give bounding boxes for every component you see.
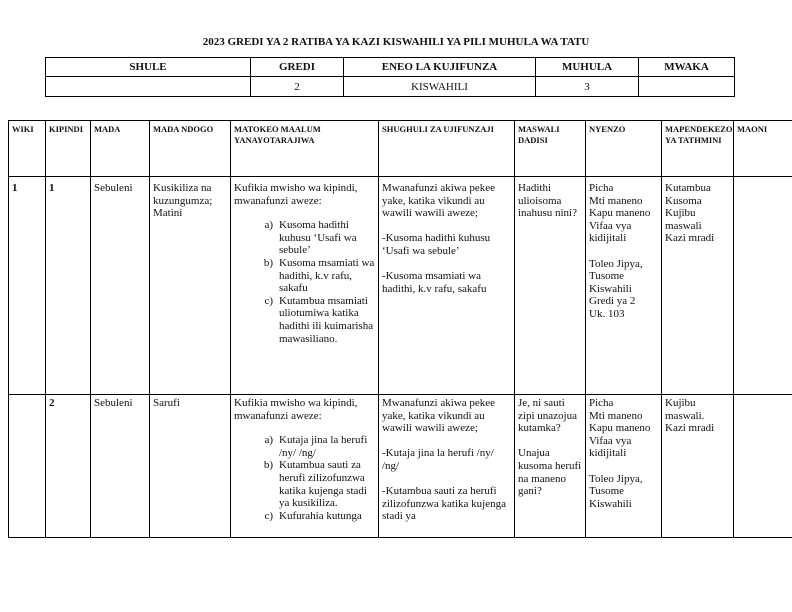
cell-shughuli: Mwanafunzi akiwa pekee yake, katika vikundi au wawili wawili aweze; -Kusoma hadithi kuhusu ‘Usafi wa sebule’ -Kusoma msamiati wa hadithi, k.v rafu, sakafu [379,177,515,395]
item-label: a) [264,434,273,447]
header-shughuli: SHUGHULI ZA UJIFUNZAJI [379,121,515,177]
cell-matokeo [231,177,379,395]
info-table [45,57,735,97]
cell-nyenzo: Picha Mti maneno Kapu maneno Vifaa vya kidijitali Toleo Jipya, Tusome Kiswahili Gredi ya 2 Uk. 103 [586,177,662,395]
scheme-of-work-table [8,120,792,538]
cell-kipindi: 2 [46,395,91,538]
header-gredi: GREDI [251,58,344,77]
header-mada: MADA [91,121,150,177]
table-row [9,395,792,538]
cell-mada: Sebuleni [91,177,150,395]
header-shule: SHULE [46,58,251,77]
table-row [9,177,792,395]
header-mwaka: MWAKA [639,58,735,77]
item-label: c) [264,294,273,307]
list-item [234,459,375,509]
cell-wiki [9,395,46,538]
info-value-row [46,77,735,97]
matokeo-list [234,434,375,522]
matokeo-intro: Kufikia mwisho wa kipindi, mwanafunzi aweze: [234,397,358,422]
info-header-row [46,58,735,77]
value-mwaka [639,77,735,97]
item-text: Kusoma msamiati wa hadithi, k.v rafu, sakafu [279,256,375,295]
value-muhula: 3 [536,77,639,97]
item-text: Kusoma hadithi kuhusu ‘Usafi wa sebule’ [279,219,357,257]
item-label: b) [263,256,273,269]
header-matokeo: MATOKEO MAALUM YANAYOTARAJIWA [231,121,379,177]
item-text: Kutambua msamiati uliotumiwa katika hadithi ili kuimarisha mawasiliano. [279,294,374,345]
cell-tathmini: Kutambua Kusoma Kujibu maswali Kazi mradi [662,177,734,395]
header-kipindi: KIPINDI [46,121,91,177]
cell-kipindi: 1 [46,177,91,395]
item-text: Kutambua sauti za herufi zilizofunzwa katika kujenga stadi ya kusikiliza. [279,459,367,510]
header-wiki: WIKI [9,121,46,177]
value-shule [46,77,251,97]
list-item [234,510,375,523]
item-label: c) [264,509,273,522]
item-label: a) [264,219,273,232]
cell-maswali: Je, ni sauti zipi unazojua kutamka? Unajua kusoma herufi na maneno gani? [515,395,586,538]
header-eneo: ENEO LA KUJIFUNZA [344,58,536,77]
header-muhula: MUHULA [536,58,639,77]
value-eneo: KISWAHILI [344,77,536,97]
cell-nyenzo: Picha Mti maneno Kapu maneno Vifaa vya kidijitali Toleo Jipya, Tusome Kiswahili [586,395,662,538]
list-item [234,434,375,459]
cell-maswali: Hadithi ulioisoma inahusu nini? [515,177,586,395]
cell-tathmini: Kujibu maswali. Kazi mradi [662,395,734,538]
list-item [234,295,375,345]
cell-maoni [734,177,792,395]
item-text: Kutaja jina la herufi /ny/ /ng/ [279,434,368,459]
header-tathmini: MAPENDEKEZO YA TATHMINI [662,121,734,177]
cell-maoni [734,395,792,538]
header-nyenzo: NYENZO [586,121,662,177]
cell-matokeo [231,395,379,538]
list-item [234,257,375,295]
scheme-header-row [9,121,792,177]
cell-mada-ndogo: Sarufi [150,395,231,538]
cell-mada: Sebuleni [91,395,150,538]
matokeo-intro: Kufikia mwisho wa kipindi, mwanafunzi aweze: [234,182,358,207]
header-mada-ndogo: MADA NDOGO [150,121,231,177]
header-maswali: MASWALI DADISI [515,121,586,177]
document-title: 2023 GREDI YA 2 RATIBA YA KAZI KISWAHILI YA PILI MUHULA WA TATU [202,36,590,48]
item-label: b) [263,459,273,472]
cell-mada-ndogo: Kusikiliza na kuzungumza; Matini [150,177,231,395]
cell-wiki: 1 [9,177,46,395]
matokeo-list [234,219,375,345]
cell-shughuli: Mwanafunzi akiwa pekee yake, katika vikundi au wawili wawili aweze; -Kutaja jina la herufi /ny/ /ng/ -Kutambua sauti za herufi zilizofunzwa katika kujenga stadi ya [379,395,515,538]
header-maoni: MAONI [734,121,792,177]
list-item [234,219,375,257]
value-gredi: 2 [251,77,344,97]
item-text: Kufurahia kutunga [279,509,362,522]
